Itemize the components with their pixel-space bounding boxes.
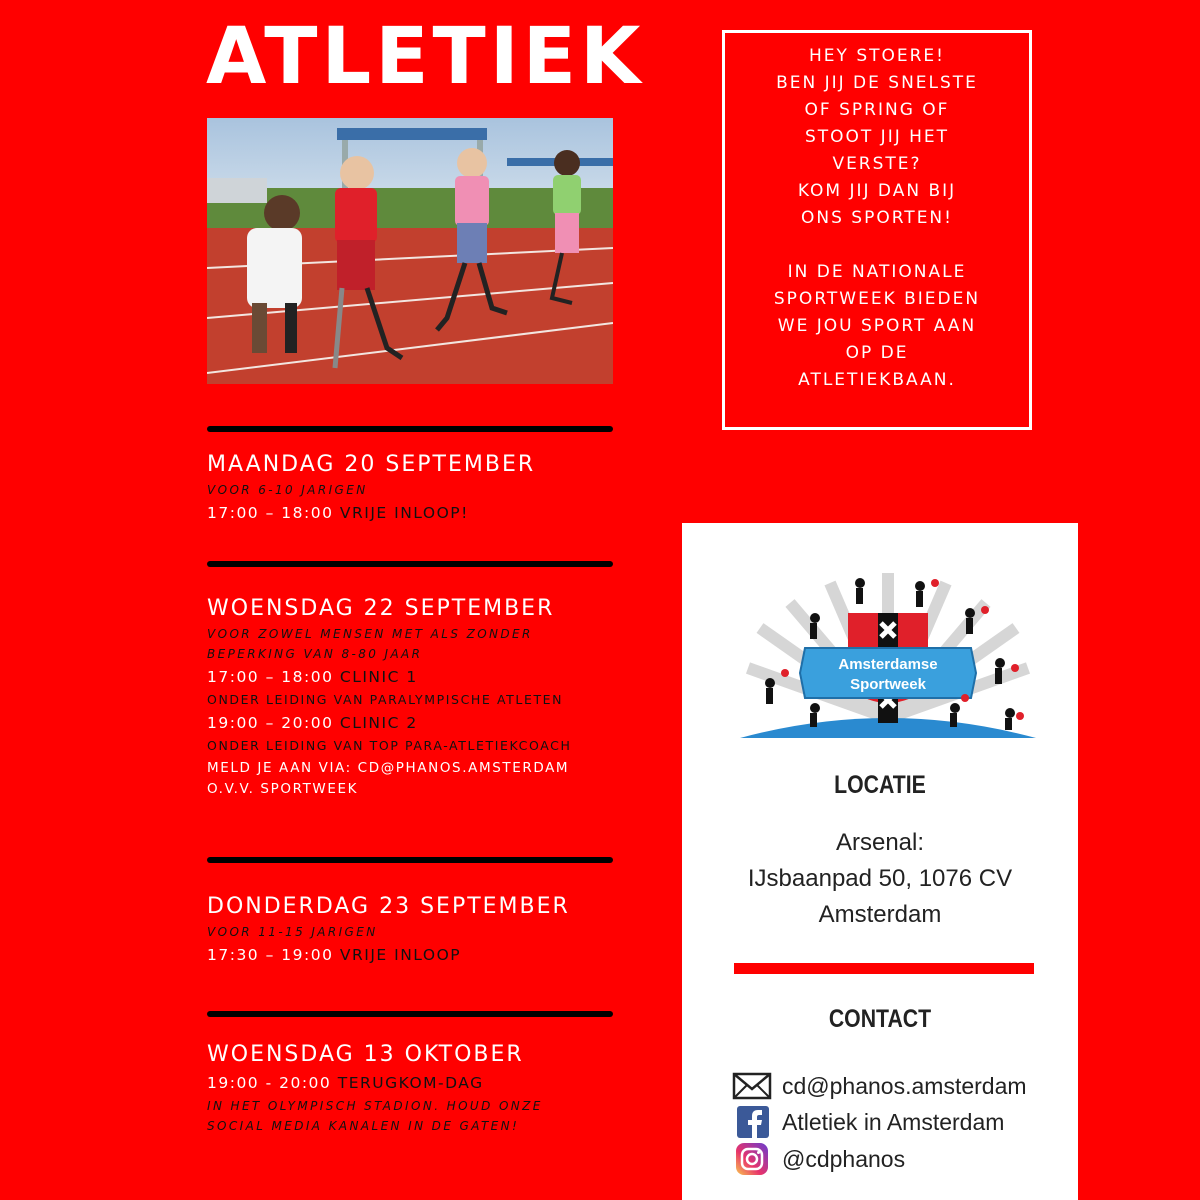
- facebook-text: Atletiek in Amsterdam: [782, 1108, 1005, 1135]
- activity-label: TERUGKOM-DAG: [337, 1074, 484, 1092]
- sportweek-logo: [740, 568, 1036, 738]
- day-title: WOENSDAG 22 SEPTEMBER: [207, 596, 555, 621]
- day-note-line-2: SOCIAL MEDIA KANALEN IN DE GATEN!: [207, 1119, 520, 1133]
- track-scene: [207, 118, 613, 384]
- activity-label: CLINIC 1: [339, 668, 418, 686]
- day-wednesday-2: [207, 1040, 677, 1136]
- day-title: DONDERDAG 23 SEPTEMBER: [207, 894, 570, 919]
- day-note-line-1: IN HET OLYMPISCH STADION. HOUD ONZE: [207, 1099, 543, 1113]
- day-audience-line-2: BEPERKING VAN 8-80 JAAR: [207, 647, 423, 661]
- poster-title: ATLETIEK: [206, 12, 645, 102]
- clinic-1-row: [207, 664, 677, 690]
- divider-2: [207, 561, 613, 567]
- time-range: 17:00 – 18:00: [207, 668, 334, 686]
- activity-label: VRIJE INLOOP: [339, 946, 462, 964]
- address-line-3: Amsterdam: [818, 901, 942, 928]
- contact-email[interactable]: [732, 1069, 1027, 1103]
- day-time-row: [207, 1070, 677, 1096]
- info-panel: [682, 523, 1078, 1200]
- ovv-line: O.V.V. SPORTWEEK: [207, 781, 359, 797]
- panel-divider: [734, 963, 1034, 974]
- day-audience-line-1: VOOR ZOWEL MENSEN MET ALS ZONDER: [207, 627, 533, 641]
- contact-heading: CONTACT: [828, 1005, 932, 1033]
- address-line-1: Arsenal:: [835, 829, 925, 856]
- contact-instagram[interactable]: [732, 1142, 905, 1176]
- time-range: 17:30 – 19:00: [207, 946, 334, 964]
- clinic-2-note: ONDER LEIDING VAN TOP PARA-ATLETIEKCOACH: [207, 738, 572, 753]
- logo-text-line-1: Amsterdamse: [838, 656, 938, 673]
- location-heading: LOCATIE: [834, 771, 926, 799]
- clinic-1-note: ONDER LEIDING VAN PARALYMPISCHE ATLETEN: [207, 692, 564, 707]
- contact-facebook[interactable]: [732, 1105, 1004, 1139]
- day-time-row: [207, 942, 677, 968]
- envelope-icon: [732, 1069, 772, 1103]
- time-range: 19:00 – 20:00: [207, 714, 334, 732]
- day-audience: VOOR 6-10 JARIGEN: [207, 483, 368, 497]
- address-line-2: IJsbaanpad 50, 1076 CV: [747, 865, 1013, 892]
- day-title: MAANDAG 20 SEPTEMBER: [207, 452, 536, 477]
- day-title: WOENSDAG 13 OKTOBER: [207, 1042, 524, 1067]
- email-text: cd@phanos.amsterdam: [782, 1072, 1027, 1099]
- day-monday: [207, 450, 677, 526]
- divider-4: [207, 1011, 613, 1017]
- activity-label: CLINIC 2: [339, 714, 418, 732]
- athletes-photo: [207, 118, 613, 384]
- day-thursday: [207, 892, 677, 968]
- location-address: [682, 825, 1078, 933]
- activity-label: VRIJE INLOOP!: [339, 504, 469, 522]
- day-audience: VOOR 11-15 JARIGEN: [207, 925, 378, 939]
- clinic-2-row: [207, 710, 677, 736]
- facebook-icon: [732, 1105, 772, 1139]
- divider-1: [207, 426, 613, 432]
- time-range: 17:00 – 18:00: [207, 504, 334, 522]
- instagram-icon: [732, 1142, 772, 1176]
- signup-line: MELD JE AAN VIA: CD@PHANOS.AMSTERDAM: [207, 760, 570, 776]
- intro-text-box: HEY STOERE! BEN JIJ DE SNELSTE OF SPRING OF STOOT JIJ HET VERSTE? KOM JIJ DAN BIJ ONS SPORTEN! IN DE NATIONALE SPORTWEEK BIEDEN WE JOU SPORT AAN OP DE ATLETIEKBAAN.: [722, 30, 1032, 430]
- instagram-text: @cdphanos: [782, 1145, 906, 1172]
- logo-text-line-2: Sportweek: [850, 676, 926, 693]
- day-wednesday-1: [207, 594, 677, 798]
- day-time-row: [207, 500, 677, 526]
- time-range: 19:00 - 20:00: [207, 1074, 332, 1092]
- divider-3: [207, 857, 613, 863]
